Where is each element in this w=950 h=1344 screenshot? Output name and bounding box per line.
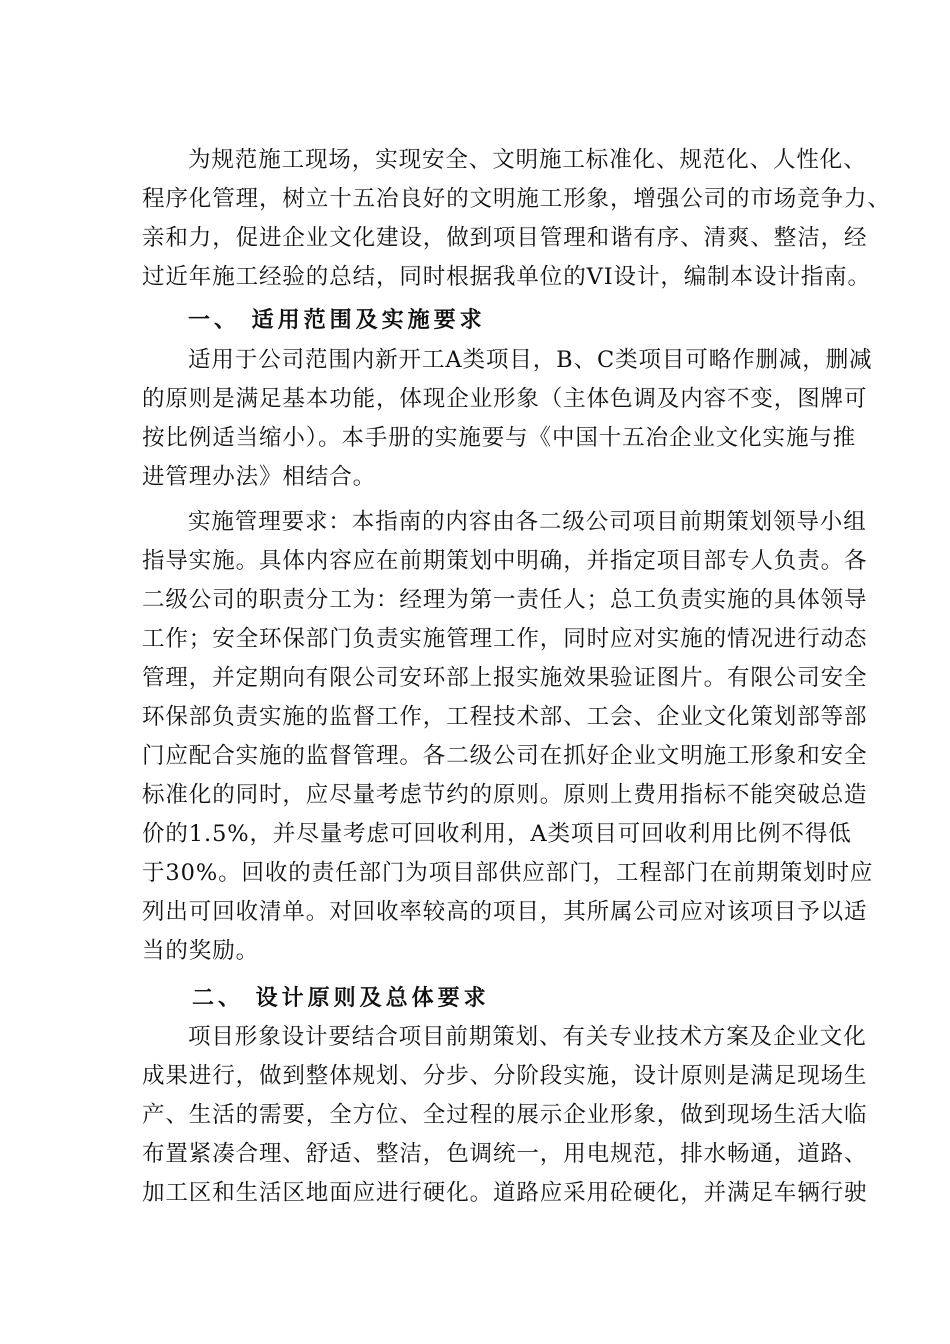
section-1-para-2-line-2: 指导实施。具体内容应在前期策划中明确，并指定项目部专人负责。各 bbox=[142, 548, 868, 574]
intro-line-3: 亲和力，促进企业文化建设，做到项目管理和谐有序、清爽、整洁，经 bbox=[142, 225, 868, 251]
section-1-para-2-line-4: 工作；安全环保部门负责实施管理工作，同时应对实施的情况进行动态 bbox=[142, 626, 868, 652]
section-2-para-1-line-5: 加工区和生活区地面应进行硬化。道路应采用砼硬化，并满足车辆行驶 bbox=[142, 1180, 868, 1206]
section-1-para-2-line-12: 当的奖励。 bbox=[142, 938, 260, 964]
section-1-para-1-line-3: 按比例适当缩小）。本手册的实施要与《中国十五冶企业文化实施与推 bbox=[142, 425, 857, 451]
section-1-para-2-line-8: 标准化的同时，应尽量考虑节约的原则。原则上费用指标不能突破总造 bbox=[142, 782, 868, 808]
section-1-heading: 一、 适用范围及实施要求 bbox=[188, 308, 486, 333]
section-1-para-1-line-1: 适用于公司范围内新开工A类项目，B、C类项目可略作删减，删减 bbox=[188, 347, 873, 373]
section-1-para-2-line-5: 管理，并定期向有限公司安环部上报实施效果验证图片。有限公司安全 bbox=[142, 665, 868, 691]
section-2-para-1-line-4: 布置紧凑合理、舒适、整洁，色调统一，用电规范，排水畅通，道路、 bbox=[142, 1141, 868, 1167]
section-1-para-2-line-7: 门应配合实施的监督管理。各二级公司在抓好企业文明施工形象和安全 bbox=[142, 743, 868, 769]
section-1-para-2-line-10: 于30%。回收的责任部门为项目部供应部门，工程部门在前期策划时应 bbox=[142, 860, 874, 886]
section-2-para-1-line-1: 项目形象设计要结合项目前期策划、有关专业技术方案及企业文化 bbox=[188, 1024, 867, 1050]
intro-line-4: 过近年施工经验的总结，同时根据我单位的VI设计，编制本设计指南。 bbox=[142, 264, 871, 290]
section-2-para-1-line-3: 产、生活的需要，全方位、全过程的展示企业形象，做到现场生活大临 bbox=[142, 1102, 868, 1128]
section-1-para-1-line-2: 的原则是满足基本功能，体现企业形象（主体色调及内容不变，图牌可 bbox=[142, 386, 868, 412]
section-1-para-2-line-11: 列出可回收清单。对回收率较高的项目，其所属公司应对该项目予以适 bbox=[142, 899, 868, 925]
section-1-para-2-line-3: 二级公司的职责分工为：经理为第一责任人；总工负责实施的具体领导 bbox=[142, 587, 868, 613]
section-2-para-1-line-2: 成果进行，做到整体规划、分步、分阶段实施，设计原则是满足现场生 bbox=[142, 1063, 868, 1089]
section-2-heading: 二、 设计原则及总体要求 bbox=[192, 986, 490, 1011]
section-1-para-2-line-6: 环保部负责实施的监督工作，工程技术部、工会、企业文化策划部等部 bbox=[142, 704, 868, 730]
section-1-para-2-line-1: 实施管理要求：本指南的内容由各二级公司项目前期策划领导小组 bbox=[188, 509, 867, 535]
intro-line-2: 程序化管理，树立十五冶良好的文明施工形象，增强公司的市场竞争力、 bbox=[142, 186, 891, 212]
intro-line-1: 为规范施工现场，实现安全、文明施工标准化、规范化、人性化、 bbox=[188, 147, 867, 173]
section-1-para-2-line-9: 价的1.5%，并尽量考虑可回收利用，A类项目可回收利用比例不得低 bbox=[142, 821, 852, 847]
section-1-para-1-line-4: 进管理办法》相结合。 bbox=[142, 464, 377, 490]
